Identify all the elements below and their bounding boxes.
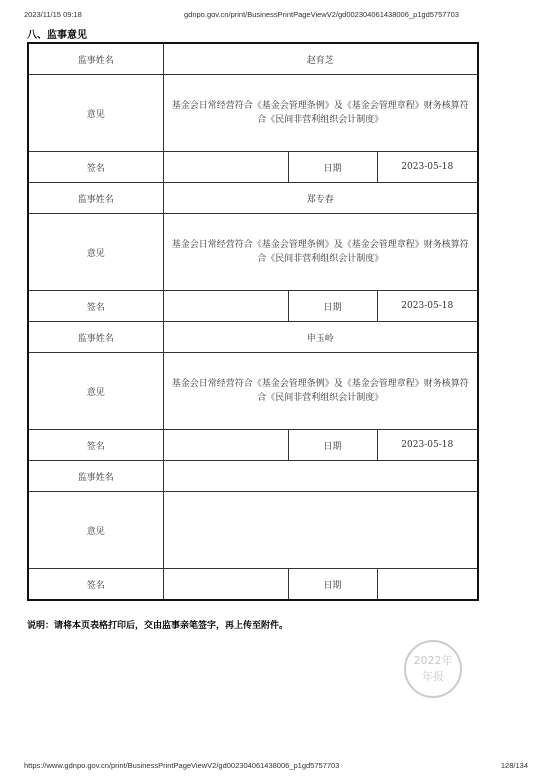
supervisor-name-row [28, 322, 478, 353]
supervisor-name: 申玉岭 [163, 322, 478, 353]
date-label: 日期 [288, 430, 377, 461]
signature-date: 2023-05-18 [377, 152, 478, 183]
signature-field [163, 152, 288, 183]
signature-label: 签名 [28, 152, 163, 183]
name-label: 监事姓名 [28, 183, 163, 214]
opinion-label: 意见 [28, 214, 163, 291]
supervisor-signature-row [28, 152, 478, 183]
signature-field [163, 430, 288, 461]
signature-label: 签名 [28, 569, 163, 601]
name-label: 监事姓名 [28, 322, 163, 353]
section-title: 八、监事意见 [27, 30, 87, 41]
supervisor-signature-row [28, 430, 478, 461]
supervisor-signature-row [28, 291, 478, 322]
date-label: 日期 [288, 569, 377, 601]
date-label: 日期 [288, 152, 377, 183]
supervisor-opinion-row [28, 214, 478, 291]
supervisor-opinion-row [28, 353, 478, 430]
supervisor-name: 赵育芝 [163, 43, 478, 75]
signature-label: 签名 [28, 430, 163, 461]
instruction-note: 说明：请将本页表格打印后，交由监事亲笔签字，再上传至附件。 [27, 621, 289, 631]
supervisor-name-row [28, 183, 478, 214]
supervisor-name: 郑专春 [163, 183, 478, 214]
supervisor-opinion [163, 492, 478, 569]
supervisor-opinion: 基金会日常经营符合《基金会管理条例》及《基金会管理章程》财务核算符合《民间非营利组织会计制度》 [163, 353, 478, 430]
signature-field [163, 291, 288, 322]
signature-date [377, 569, 478, 601]
opinion-label: 意见 [28, 75, 163, 152]
annual-report-stamp [404, 640, 462, 698]
signature-field [163, 569, 288, 601]
page-number: 128/134 [500, 761, 528, 770]
stamp-year: 2022年 [413, 654, 453, 667]
supervisor-name-row [28, 461, 478, 492]
stamp-label: 年报 [422, 670, 444, 683]
name-label: 监事姓名 [28, 43, 163, 75]
footer-url: https://www.gdnpo.gov.cn/print/BusinessPrintPageViewV2/gd002304061438006_p1gd5757703 [24, 761, 340, 770]
date-label: 日期 [288, 291, 377, 322]
supervisor-opinion-row [28, 75, 478, 152]
supervisor-signature-row [28, 569, 478, 601]
signature-label: 签名 [28, 291, 163, 322]
supervisor-opinion-table [27, 42, 479, 601]
signature-date: 2023-05-18 [377, 430, 478, 461]
supervisor-opinion: 基金会日常经营符合《基金会管理条例》及《基金会管理章程》财务核算符合《民间非营利组织会计制度》 [163, 75, 478, 152]
supervisor-name-row [28, 43, 478, 75]
opinion-label: 意见 [28, 353, 163, 430]
opinion-label: 意见 [28, 492, 163, 569]
signature-date: 2023-05-18 [377, 291, 478, 322]
supervisor-opinion: 基金会日常经营符合《基金会管理条例》及《基金会管理章程》财务核算符合《民间非营利组织会计制度》 [163, 214, 478, 291]
print-url: gdnpo.gov.cn/print/BusinessPrintPageViewV2/gd002304061438006_p1gd5757703 [184, 10, 459, 19]
print-datetime: 2023/11/15 09:18 [24, 10, 82, 19]
supervisor-opinion-row [28, 492, 478, 569]
supervisor-name [163, 461, 478, 492]
name-label: 监事姓名 [28, 461, 163, 492]
